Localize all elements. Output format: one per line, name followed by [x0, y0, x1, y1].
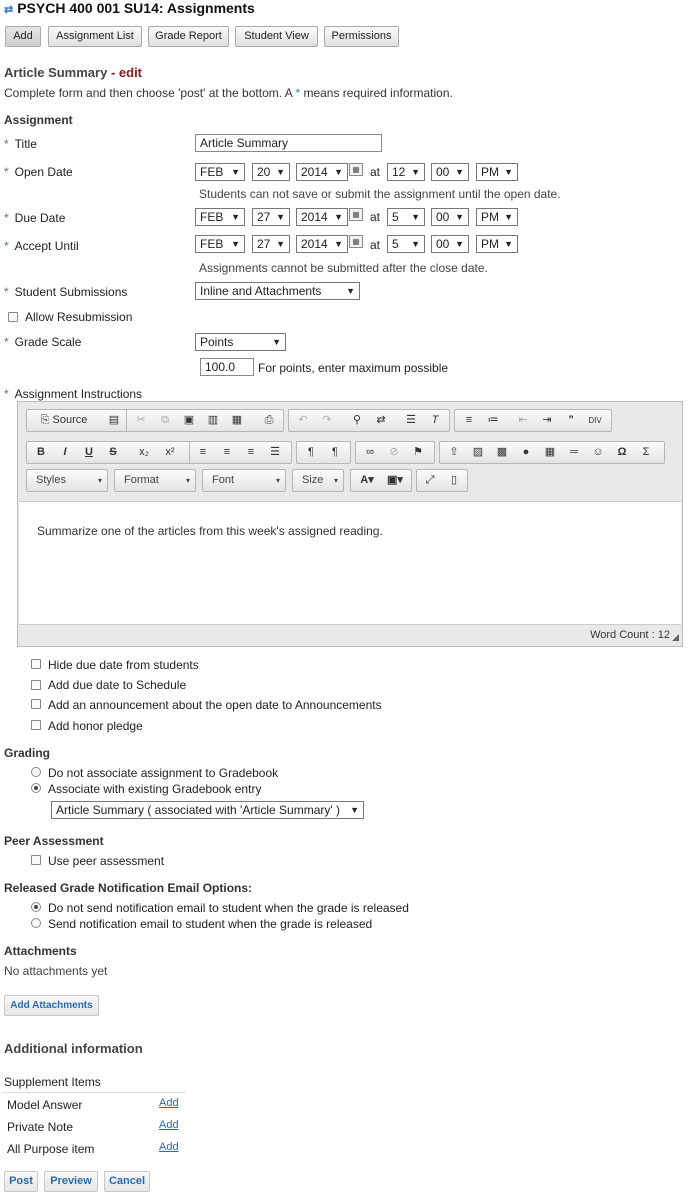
rich-text-editor: [17, 401, 683, 647]
replace-icon[interactable]: ⇄: [376, 414, 386, 426]
assignment-list-button[interactable]: Assignment List: [48, 26, 142, 47]
accept-until-label: * Accept Until: [4, 239, 79, 253]
open-ampm-select[interactable]: PM ▼: [476, 163, 518, 181]
italic-icon[interactable]: I: [63, 446, 67, 458]
source-button[interactable]: ⎘ Source: [40, 414, 88, 426]
select-all-icon[interactable]: ☰: [406, 414, 416, 426]
supplement-items-heading: Supplement Items: [4, 1075, 101, 1089]
calendar-icon[interactable]: ▦: [349, 163, 363, 176]
supplement-divider: [2, 1092, 186, 1093]
editor-content[interactable]: [19, 501, 681, 625]
at-label: at: [370, 238, 381, 252]
table-icon[interactable]: ▦: [544, 446, 556, 458]
peer-assessment-checkbox[interactable]: [31, 855, 41, 865]
add-announcement-checkbox[interactable]: [31, 699, 41, 709]
div-icon[interactable]: DIV: [588, 416, 602, 425]
accept-year-select[interactable]: 2014 ▼: [296, 235, 348, 253]
redo-icon[interactable]: ↷: [322, 414, 332, 426]
allow-resubmission-label: Allow Resubmission: [25, 310, 133, 324]
paste-icon[interactable]: ▣: [183, 414, 195, 426]
word-count: Word Count : 12: [590, 629, 670, 641]
justify-icon[interactable]: ☰: [270, 446, 280, 458]
show-blocks-icon[interactable]: ▯: [450, 474, 458, 486]
grading-heading: Grading: [4, 746, 51, 760]
editor-toolbar-group: [296, 441, 351, 464]
underline-icon[interactable]: U: [85, 446, 93, 458]
bulleted-list-icon[interactable]: ≔: [487, 414, 499, 426]
accept-day-select[interactable]: 27 ▼: [252, 235, 290, 253]
editor-toolbar-group: [355, 441, 435, 464]
paste-word-icon[interactable]: ▦: [231, 414, 243, 426]
editor-toolbar-group: [26, 441, 192, 464]
supplement-item-label: Model Answer: [7, 1098, 83, 1112]
hide-due-date-checkbox[interactable]: [31, 659, 41, 669]
accept-hour-select[interactable]: 5 ▼: [387, 235, 425, 253]
no-notify-radio[interactable]: [31, 902, 41, 912]
add-to-schedule-label: Add due date to Schedule: [48, 678, 187, 692]
grade-scale-label: * Grade Scale: [4, 335, 82, 349]
print-icon[interactable]: ⎙: [264, 414, 274, 426]
align-left-icon[interactable]: ≡: [199, 446, 207, 458]
add-attachments-button[interactable]: Add Attachments: [4, 995, 99, 1016]
notify-radio[interactable]: [31, 918, 41, 928]
size-combo[interactable]: Size ▾: [292, 469, 344, 492]
format-combo[interactable]: Format ▾: [114, 469, 196, 492]
horizontal-line-icon[interactable]: ═: [570, 446, 578, 458]
video-icon[interactable]: ▩: [496, 446, 508, 458]
additional-info-heading: Additional information: [4, 1041, 143, 1056]
max-points-input[interactable]: 100.0: [200, 358, 254, 376]
peer-assessment-label: Use peer assessment: [48, 854, 165, 868]
add-model-answer-link[interactable]: Add: [159, 1097, 179, 1109]
editor-toolbar-group: [439, 441, 665, 464]
honor-pledge-checkbox[interactable]: [31, 720, 41, 730]
accept-minute-select[interactable]: 00 ▼: [431, 235, 469, 253]
ltr-icon[interactable]: ¶: [308, 446, 314, 458]
title-label: * Title: [4, 137, 37, 151]
document-icon[interactable]: ▤: [108, 414, 120, 426]
align-right-icon[interactable]: ≡: [247, 446, 255, 458]
gradebook-entry-select[interactable]: Article Summary ( associated with 'Article Summary' ) ▼: [51, 801, 364, 819]
subscript-icon[interactable]: x₂: [139, 446, 149, 458]
associate-gradebook-radio[interactable]: [31, 783, 41, 793]
no-gradebook-radio[interactable]: [31, 767, 41, 777]
font-combo[interactable]: Font ▾: [202, 469, 286, 492]
editor-toolbar-group: [126, 409, 284, 432]
rtl-icon[interactable]: ¶: [332, 446, 338, 458]
preview-button[interactable]: Preview: [44, 1171, 98, 1192]
open-day-select[interactable]: 20 ▼: [252, 163, 290, 181]
editor-text: Summarize one of the articles from this week's assigned reading.: [37, 524, 383, 538]
at-label: at: [370, 165, 381, 179]
cut-icon[interactable]: ✂: [136, 414, 146, 426]
cancel-button[interactable]: Cancel: [104, 1171, 150, 1192]
bg-color-icon[interactable]: ▣▾: [387, 474, 403, 486]
maximize-icon[interactable]: ⤢: [425, 474, 435, 486]
editor-toolbar-group: [26, 409, 141, 432]
refresh-icon[interactable]: ⇄: [4, 4, 14, 16]
due-date-label: * Due Date: [4, 211, 66, 225]
due-minute-select[interactable]: 00 ▼: [431, 208, 469, 226]
add-button[interactable]: Add: [5, 26, 41, 47]
text-color-icon[interactable]: A▾: [360, 474, 374, 486]
accept-month-select[interactable]: FEB ▼: [195, 235, 245, 253]
calendar-icon[interactable]: ▦: [349, 208, 363, 221]
copy-icon[interactable]: ⧉: [161, 414, 169, 426]
editor-toolbar-group: [454, 409, 612, 432]
accept-until-note: Assignments cannot be submitted after the close date.: [199, 261, 488, 275]
due-year-select[interactable]: 2014 ▼: [296, 208, 348, 226]
blockquote-icon[interactable]: ”: [568, 414, 574, 426]
supplement-item-label: All Purpose item: [7, 1142, 95, 1156]
strikethrough-icon[interactable]: S: [109, 446, 117, 458]
notification-heading: Released Grade Notification Email Options:: [4, 881, 253, 895]
due-month-select[interactable]: FEB ▼: [195, 208, 245, 226]
add-all-purpose-link[interactable]: Add: [159, 1141, 179, 1153]
align-center-icon[interactable]: ≡: [223, 446, 231, 458]
attachments-heading: Attachments: [4, 944, 77, 958]
numbered-list-icon[interactable]: ≡: [465, 414, 473, 426]
indent-icon[interactable]: ⇥: [542, 414, 552, 426]
add-to-schedule-checkbox[interactable]: [31, 680, 41, 690]
grade-scale-select[interactable]: Points ▼: [195, 333, 286, 351]
upload-icon[interactable]: ⇧: [449, 446, 459, 458]
editor-toolbar-group: [416, 469, 468, 492]
open-date-label: * Open Date: [4, 165, 73, 179]
assignment-section-heading: Assignment: [4, 113, 73, 127]
superscript-icon[interactable]: x²: [165, 446, 175, 458]
smiley-icon[interactable]: ☺: [592, 446, 604, 458]
no-attachments-text: No attachments yet: [4, 964, 108, 978]
no-gradebook-label: Do not associate assignment to Gradebook: [48, 766, 279, 780]
paste-text-icon[interactable]: ▥: [207, 414, 219, 426]
due-ampm-select[interactable]: PM ▼: [476, 208, 518, 226]
resize-handle-icon[interactable]: [672, 634, 679, 641]
hide-due-date-label: Hide due date from students: [48, 658, 199, 672]
no-notify-label: Do not send notification email to student when the grade is released: [48, 901, 409, 915]
anchor-icon[interactable]: ⚑: [413, 446, 423, 458]
student-view-button[interactable]: Student View: [235, 26, 318, 47]
permissions-button[interactable]: Permissions: [324, 26, 399, 47]
open-month-select[interactable]: FEB ▼: [195, 163, 245, 181]
bold-icon[interactable]: B: [37, 446, 45, 458]
find-icon[interactable]: ⚲: [352, 414, 362, 426]
remove-format-icon[interactable]: T: [431, 414, 439, 426]
form-intro: Complete form and then choose 'post' at the bottom. A * means required information.: [4, 86, 453, 100]
student-submissions-label: * Student Submissions: [4, 285, 128, 299]
supplement-item-label: Private Note: [7, 1120, 74, 1134]
title-input[interactable]: Article Summary: [195, 134, 382, 152]
styles-combo[interactable]: Styles ▾: [26, 469, 108, 492]
editor-toolbar-group: [288, 409, 450, 432]
notify-label: Send notification email to student when the grade is released: [48, 917, 373, 931]
unlink-icon[interactable]: ⊘: [389, 446, 399, 458]
allow-resubmission-checkbox[interactable]: [8, 312, 18, 322]
open-year-select[interactable]: 2014 ▼: [296, 163, 348, 181]
outdent-icon[interactable]: ⇤: [518, 414, 528, 426]
form-heading: Article Summary - edit: [4, 65, 143, 80]
add-announcement-label: Add an announcement about the open date to Announcements: [48, 698, 382, 712]
due-hour-select[interactable]: 5 ▼: [387, 208, 425, 226]
honor-pledge-label: Add honor pledge: [48, 719, 143, 733]
accept-ampm-select[interactable]: PM ▼: [476, 235, 518, 253]
grade-report-button[interactable]: Grade Report: [148, 26, 229, 47]
image-icon[interactable]: ▨: [472, 446, 484, 458]
special-char-icon[interactable]: Ω: [617, 446, 627, 458]
at-label: at: [370, 210, 381, 224]
page-title: ⇄ PSYCH 400 001 SU14: Assignments: [4, 0, 255, 16]
math-icon[interactable]: Σ: [642, 446, 650, 458]
editor-toolbar-group: [189, 441, 292, 464]
associate-gradebook-label: Associate with existing Gradebook entry: [48, 782, 262, 796]
peer-assessment-heading: Peer Assessment: [4, 834, 104, 848]
due-day-select[interactable]: 27 ▼: [252, 208, 290, 226]
flash-icon[interactable]: ●: [522, 446, 530, 458]
instructions-label: * Assignment Instructions: [4, 387, 143, 401]
open-hour-select[interactable]: 12 ▼: [387, 163, 425, 181]
student-submissions-select[interactable]: Inline and Attachments ▼: [195, 282, 360, 300]
undo-icon[interactable]: ↶: [298, 414, 308, 426]
post-button[interactable]: Post: [4, 1171, 38, 1192]
editor-toolbar-group: [350, 469, 412, 492]
link-icon[interactable]: ∞: [366, 446, 374, 458]
open-minute-select[interactable]: 00 ▼: [431, 163, 469, 181]
open-date-note: Students can not save or submit the assignment until the open date.: [199, 187, 561, 201]
add-private-note-link[interactable]: Add: [159, 1119, 179, 1131]
calendar-icon[interactable]: ▦: [349, 235, 363, 248]
points-note: For points, enter maximum possible: [258, 361, 449, 375]
